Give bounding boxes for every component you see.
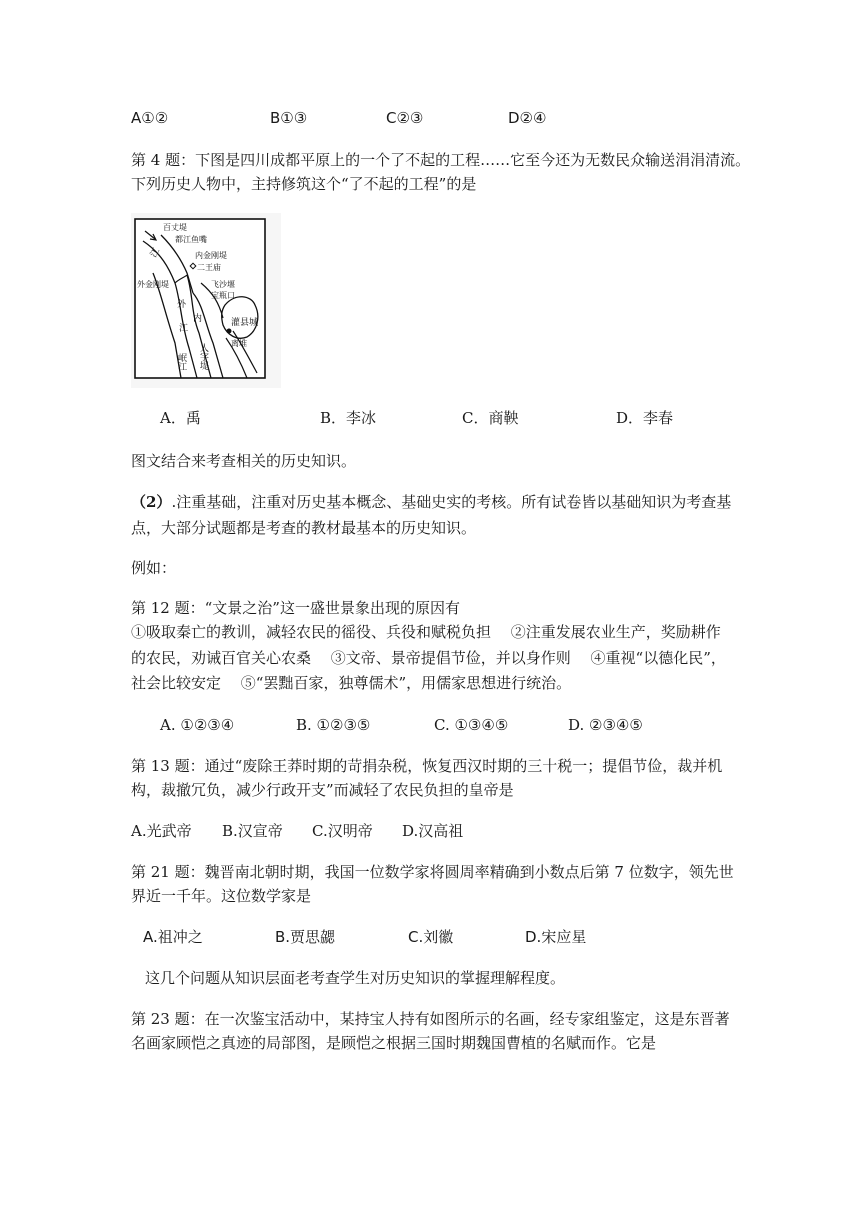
- q13-stem-line2: 构，裁撤冗负，减少行政开支”而减轻了农民负担的皇帝是: [131, 781, 514, 799]
- label-guanxiancheng: 灌县城: [231, 318, 259, 328]
- label-nei: 内: [193, 314, 203, 324]
- q3-option-b: B①③: [270, 109, 308, 127]
- label-neijingangdi: 内金刚堤: [195, 251, 227, 260]
- q12-option-a: A. ①②③④: [160, 716, 235, 734]
- label-waijingangdi: 外金刚堤: [137, 280, 169, 289]
- label-jiang-outer: 江: [179, 324, 189, 334]
- para2-line1: [131, 492, 731, 512]
- label-baizhangdi: 百丈堤: [163, 223, 187, 232]
- label-renzidi: 人字堤: [198, 343, 208, 370]
- q4-option-b: B．李冰: [320, 409, 377, 427]
- para-summary: 这几个问题从知识层面老考查学生对历史知识的掌握理解程度。: [145, 969, 566, 987]
- q21-stem-line1: 第 21 题：魏晋南北朝时期，我国一位数学家将圆周率精确到小数点后第 7 位数字，领先世: [131, 863, 734, 881]
- q12-option-c: C. ①③④⑤: [434, 716, 509, 734]
- q12-stem-line3: 的农民，劝诫百官关心农桑 ③文帝、景帝提倡节俭，并以身作则 ④重视“以德化民”，: [131, 649, 726, 667]
- q12-stem-line1: 第 12 题：“文景之治”这一盛世景象出现的原因有: [131, 599, 460, 617]
- para2-line2: 点，大部分试题都是考查的教材最基本的历史知识。: [131, 519, 477, 537]
- q23-stem-line1: 第 23 题：在一次鉴宝活动中，某持宝人持有如图所示的名画，经专家组鉴定，这是东晋著: [131, 1010, 730, 1028]
- q12-option-d: D. ②③④⑤: [568, 716, 643, 734]
- q21-option-a: A.祖冲之: [143, 928, 203, 946]
- q4-option-a: A．禹: [160, 409, 201, 427]
- q21-option-c: C.刘徽: [408, 928, 454, 946]
- label-lidui: 离堆: [231, 339, 247, 348]
- label-baopingkou: 宝瓶口: [211, 291, 235, 300]
- dujiangyan-map: [131, 213, 281, 388]
- q21-option-b: B.贾思勰: [275, 928, 336, 946]
- para2-text: .注重基础，注重对历史基本概念、基础史实的考核。所有试卷皆以基础知识为考查基: [171, 493, 732, 511]
- q3-option-d: D②④: [508, 109, 547, 127]
- q3-option-a: A①②: [131, 109, 169, 127]
- q12-option-b: B. ①②③⑤: [296, 716, 371, 734]
- q21-option-d: D.宋应星: [525, 928, 587, 946]
- q21-stem-line2: 界近一千年。这位数学家是: [131, 887, 312, 905]
- q4-stem-line2: 下列历史人物中，主持修筑这个“了不起的工程”的是: [131, 175, 477, 193]
- para-tuwen: 图文结合来考查相关的历史知识。: [131, 452, 357, 470]
- q23-stem-line2: 名画家顾恺之真迹的局部图，是顾恺之根据三国时期魏国曹植的名赋而作。它是: [131, 1034, 657, 1052]
- example-label: 例如：: [131, 559, 177, 577]
- q12-stem-line4: 社会比较安定 ⑤“罢黜百家，独尊儒术”，用儒家思想进行统治。: [131, 674, 572, 692]
- q13-option-d: D.汉高祖: [402, 822, 464, 840]
- q13-option-a: A.光武帝: [131, 822, 192, 840]
- q3-option-c: C②③: [386, 109, 424, 127]
- q13-option-c: C.汉明帝: [312, 822, 373, 840]
- q13-stem-line1: 第 13 题：通过“废除王莽时期的苛捐杂税，恢复西汉时期的三十税一；提倡节俭，裁并机: [131, 757, 723, 775]
- q4-stem-line1: 第 4 题：下图是四川成都平原上的一个了不起的工程……它至今还为无数民众输送涓涓清流。: [131, 151, 751, 169]
- q4-option-d: D．李春: [616, 409, 674, 427]
- label-wai: 外: [177, 300, 187, 310]
- q12-stem-line2: ①吸取秦亡的教训，减轻农民的徭役、兵役和赋税负担 ②注重发展农业生产，奖励耕作: [131, 623, 721, 641]
- label-erwangmiao: 二王庙: [197, 263, 221, 272]
- q4-option-c: C．商鞅: [462, 409, 519, 427]
- label-jiang-upstream: 江: [148, 246, 163, 260]
- para2-num: （2）: [131, 493, 172, 511]
- q13-option-b: B.汉宣帝: [222, 822, 283, 840]
- label-feishayan: 飞沙堰: [211, 280, 235, 289]
- label-dujiang-yuzui: 都江鱼嘴: [175, 235, 207, 244]
- label-minjiang: 岷江: [176, 353, 186, 371]
